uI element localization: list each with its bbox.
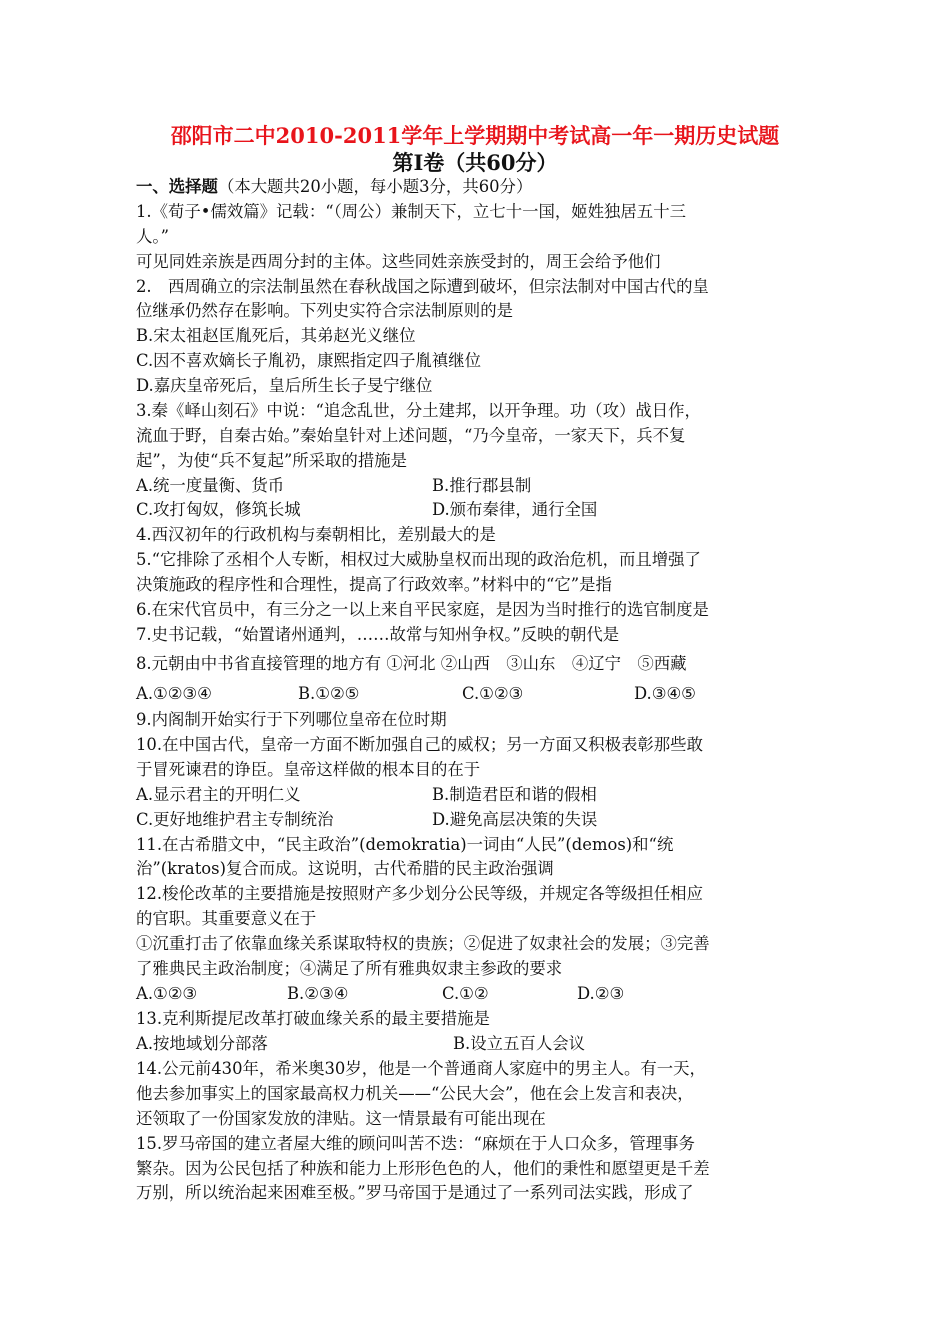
text-line: 11.在古希腊文中，“民主政治”(demokratia)一词由“人民”(demos)和“统 [136, 835, 674, 854]
section-label: 一、选择题 [136, 177, 218, 196]
text-line: 13.克利斯提尼改革打破血缘关系的最主要措施是 [136, 1009, 490, 1028]
text-line: 治”(kratos)复合而成。这说明，古代希腊的民主政治强调 [136, 859, 554, 878]
volume-heading: 第Ⅰ卷（共60分） [392, 150, 558, 175]
text-line: ①沉重打击了依靠血缘关系谋取特权的贵族；②促进了奴隶社会的发展；③完善 [136, 934, 710, 953]
text-line: 起”，为使“兵不复起”所采取的措施是 [136, 451, 407, 470]
option-q12-d: D.②③ [577, 984, 625, 1003]
text-line: 繁杂。因为公民包括了种族和能力上形形色色的人，他们的秉性和愿望更是千差 [136, 1159, 710, 1178]
text-line: 14.公元前430年，希米奥30岁，他是一个普通商人家庭中的男主人。有一天， [136, 1059, 706, 1078]
option-q10-b: B.制造君臣和谐的假相 [432, 785, 597, 804]
text-line: C.因不喜欢嫡长子胤礽，康熙指定四子胤禛继位 [136, 351, 481, 370]
option-q3-b: B.推行郡县制 [432, 476, 532, 495]
text-line: 还领取了一份国家发放的津贴。这一情景最有可能出现在 [136, 1109, 546, 1128]
option-q12-b: B.②③④ [287, 984, 349, 1003]
text-line: 12.梭伦改革的主要措施是按照财产多少划分公民等级，并规定各等级担任相应 [136, 884, 703, 903]
option-q10-a: A.显示君主的开明仁义 [136, 785, 301, 804]
option-q8-a: A.①②③④ [136, 684, 212, 703]
text-line: 5.“它排除了丞相个人专断，相权过大威胁皇权而出现的政治危机，而且增强了 [136, 550, 701, 569]
text-line: 7.史书记载，“始置诸州通判，……故常与知州争权。”反映的朝代是 [136, 625, 620, 644]
text-line: 流血于野，自秦古始。”秦始皇针对上述问题，“乃今皇帝，一家天下，兵不复 [136, 426, 686, 445]
text-line: 1.《荀子•儒效篇》记载：“（周公）兼制天下，立七十一国，姬姓独居五十三 [136, 202, 686, 221]
section-heading [136, 176, 532, 198]
text-line: D.嘉庆皇帝死后，皇后所生长子旻宁继位 [136, 376, 433, 395]
option-q8-b: B.①②⑤ [298, 684, 360, 703]
option-q8-c: C.①②③ [462, 684, 524, 703]
text-line: 万别，所以统治起来困难至极。”罗马帝国于是通过了一系列司法实践，形成了 [136, 1183, 694, 1202]
option-q10-d: D.避免高层决策的失误 [432, 810, 598, 829]
text-line: 6.在宋代官员中，有三分之一以上来自平民家庭，是因为当时推行的选官制度是 [136, 600, 709, 619]
option-q8-d: D.③④⑤ [634, 684, 696, 703]
option-q13-a: A.按地域划分部落 [136, 1034, 268, 1053]
text-line: 2. 西周确立的宗法制虽然在春秋战国之际遭到破坏，但宗法制对中国古代的皇 [136, 277, 709, 296]
option-q3-d: D.颁布秦律，通行全国 [432, 500, 598, 519]
section-note: （本大题共20小题，每小题3分，共60分） [217, 177, 533, 196]
text-line: 8.元朝由中书省直接管理的地方有 ①河北 ②山西 ③山东 ④辽宁 ⑤西藏 [136, 654, 687, 673]
text-line: 15.罗马帝国的建立者屋大维的顾问叫苦不迭：“麻烦在于人口众多，管理事务 [136, 1134, 695, 1153]
text-line: 9.内阁制开始实行于下列哪位皇帝在位时期 [136, 710, 447, 729]
text-line: 可见同姓亲族是西周分封的主体。这些同姓亲族受封的，周王会给予他们 [136, 252, 661, 271]
exam-title: 邵阳市二中2010-2011学年上学期期中考试高一年一期历史试题 [170, 123, 780, 148]
text-line: 10.在中国古代，皇帝一方面不断加强自己的威权；另一方面又积极表彰那些敢 [136, 735, 703, 754]
option-q3-c: C.攻打匈奴，修筑长城 [136, 500, 301, 519]
option-q13-b: B.设立五百人会议 [453, 1034, 585, 1053]
text-line: B.宋太祖赵匡胤死后，其弟赵光义继位 [136, 326, 416, 345]
option-q12-a: A.①②③ [136, 984, 198, 1003]
text-line: 4.西汉初年的行政机构与秦朝相比，差别最大的是 [136, 525, 496, 544]
option-q3-a: A.统一度量衡、货币 [136, 476, 285, 495]
option-q10-c: C.更好地维护君主专制统治 [136, 810, 334, 829]
text-line: 了雅典民主政治制度；④满足了所有雅典奴隶主参政的要求 [136, 959, 563, 978]
text-line: 人。” [136, 227, 169, 246]
text-line: 的官职。其重要意义在于 [136, 909, 317, 928]
text-line: 位继承仍然存在影响。下列史实符合宗法制原则的是 [136, 301, 513, 320]
text-line: 于冒死谏君的诤臣。皇帝这样做的根本目的在于 [136, 760, 481, 779]
text-line: 决策施政的程序性和合理性，提高了行政效率。”材料中的“它”是指 [136, 575, 612, 594]
text-line: 3.秦《峄山刻石》中说：“追念乱世，分土建邦，以开争理。功（攻）战日作， [136, 401, 701, 420]
option-q12-c: C.①② [442, 984, 489, 1003]
text-line: 他去参加事实上的国家最高权力机关——“公民大会”，他在会上发言和表决， [136, 1084, 694, 1103]
